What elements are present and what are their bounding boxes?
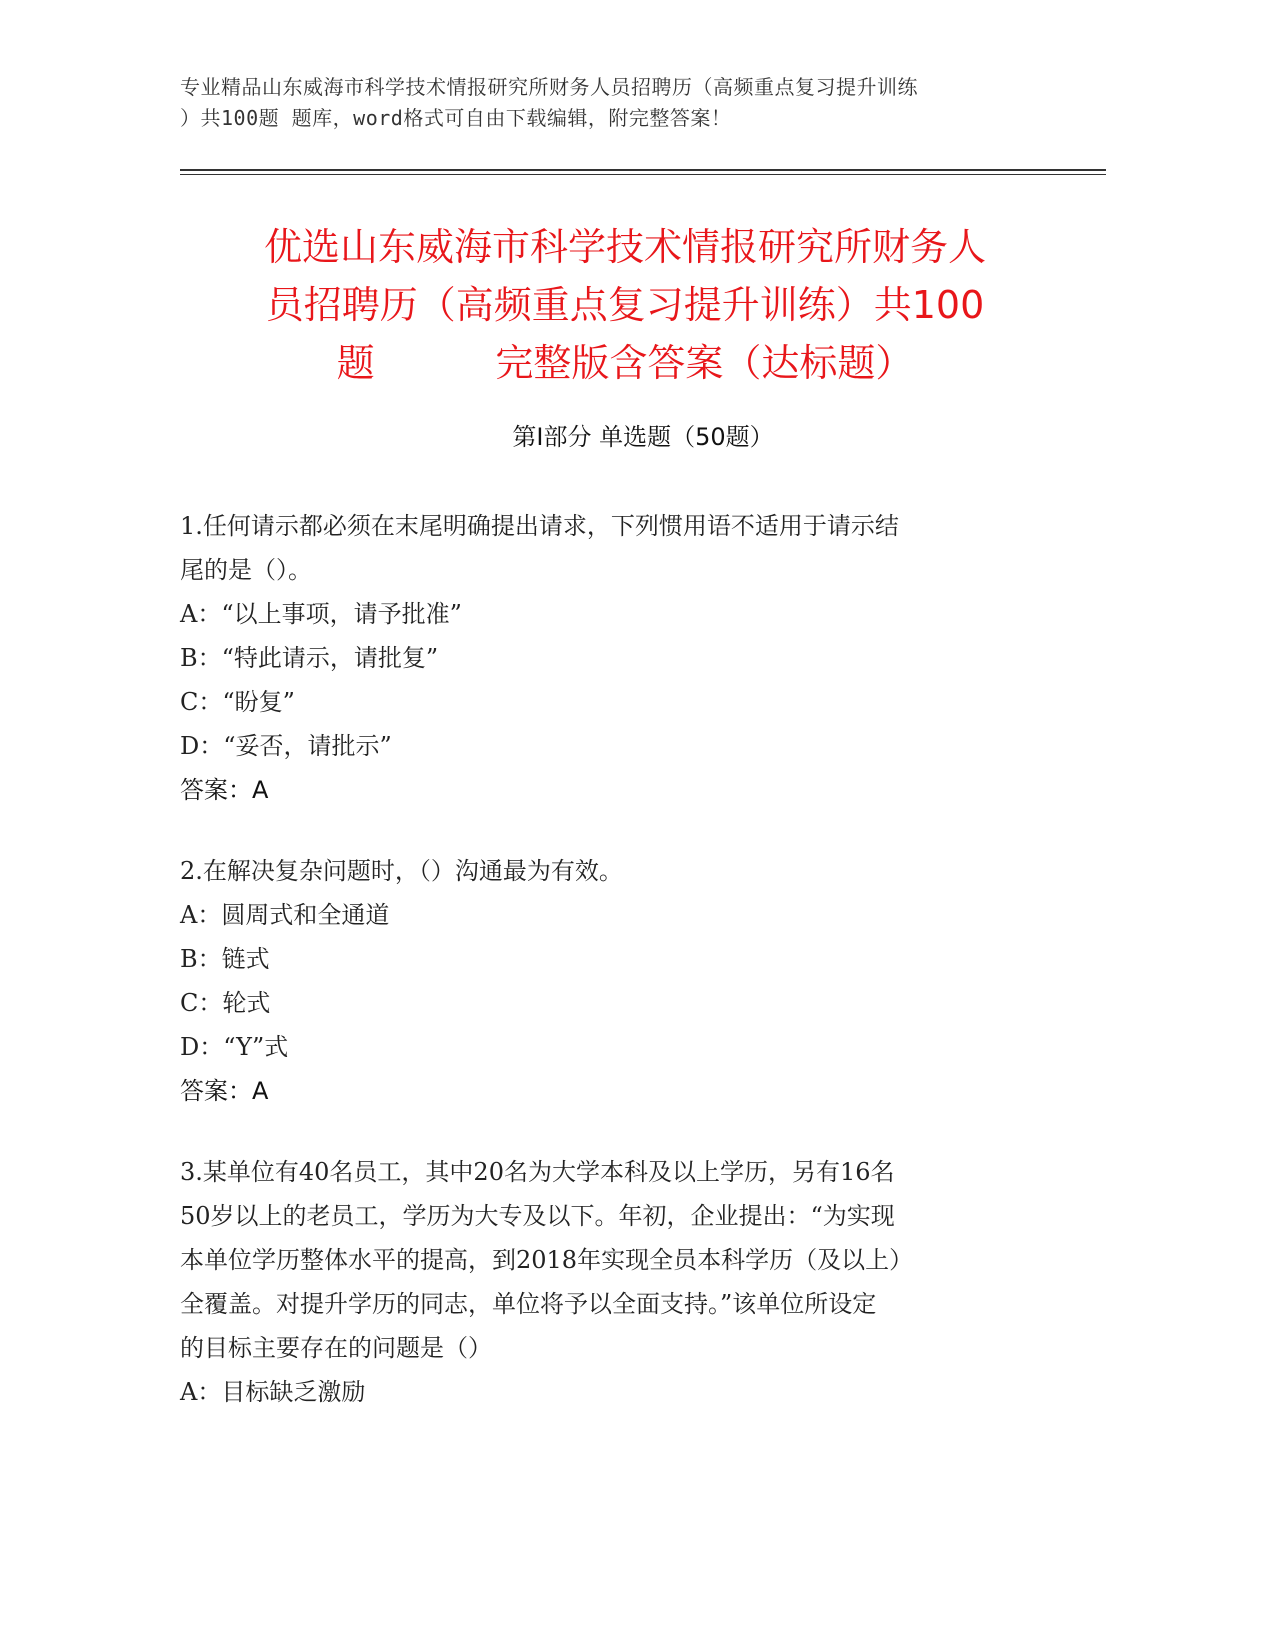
header-line: ）共100题 题库，word格式可自由下载编辑，附完整答案！ xyxy=(180,106,732,130)
option-b: B：链式 xyxy=(180,945,270,973)
answer-line: 答案：A xyxy=(180,1077,269,1105)
option-a: A：圆周式和全通道 xyxy=(180,901,390,929)
document-title xyxy=(185,218,1065,392)
title-line: 优选山东威海市科学技术情报研究所财务人 xyxy=(263,225,986,269)
section-heading: 第Ⅰ部分 单选题（50题） xyxy=(512,423,774,451)
question-item xyxy=(180,504,1060,812)
question-item xyxy=(180,849,1060,1113)
title-line: 题 完整版含答案（达标题） xyxy=(336,341,914,385)
option-d: D：“Y”式 xyxy=(180,1033,289,1061)
option-d: D：“妥否，请批示” xyxy=(180,732,392,760)
header-line: 专业精品山东威海市科学技术情报研究所财务人员招聘历（高频重点复习提升训练 xyxy=(180,75,918,99)
header-divider-thin xyxy=(180,174,1106,175)
header-divider-thick xyxy=(180,169,1106,171)
answer-line: 答案：A xyxy=(180,776,269,804)
question-item xyxy=(180,1150,1060,1414)
option-a: A：目标缺乏激励 xyxy=(180,1378,366,1406)
question-text: 3.某单位有40名员工，其中20名为大学本科及以上学历，另有16名 xyxy=(180,1158,895,1186)
option-a: A：“以上事项，请予批准” xyxy=(180,600,462,628)
question-text: 全覆盖。对提升学历的同志，单位将予以全面支持。”该单位所设定 xyxy=(180,1290,877,1318)
question-text: 本单位学历整体水平的提高，到2018年实现全员本科学历（及以上） xyxy=(180,1246,914,1274)
header-note xyxy=(180,72,1080,134)
option-c: C：轮式 xyxy=(180,989,271,1017)
option-c: C：“盼复” xyxy=(180,688,295,716)
question-text: 50岁以上的老员工，学历为大专及以下。年初，企业提出：“为实现 xyxy=(180,1202,895,1230)
title-line: 员招聘历（高频重点复习提升训练）共100 xyxy=(265,283,985,327)
question-text: 尾的是（）。 xyxy=(180,556,312,584)
question-text: 的目标主要存在的问题是（） xyxy=(180,1334,492,1362)
question-text: 1.任何请示都必须在末尾明确提出请求，下列惯用语不适用于请示结 xyxy=(180,512,899,540)
question-list xyxy=(180,504,1060,1451)
question-text: 2.在解决复杂问题时，（）沟通最为有效。 xyxy=(180,857,623,885)
option-b: B：“特此请示，请批复” xyxy=(180,644,439,672)
